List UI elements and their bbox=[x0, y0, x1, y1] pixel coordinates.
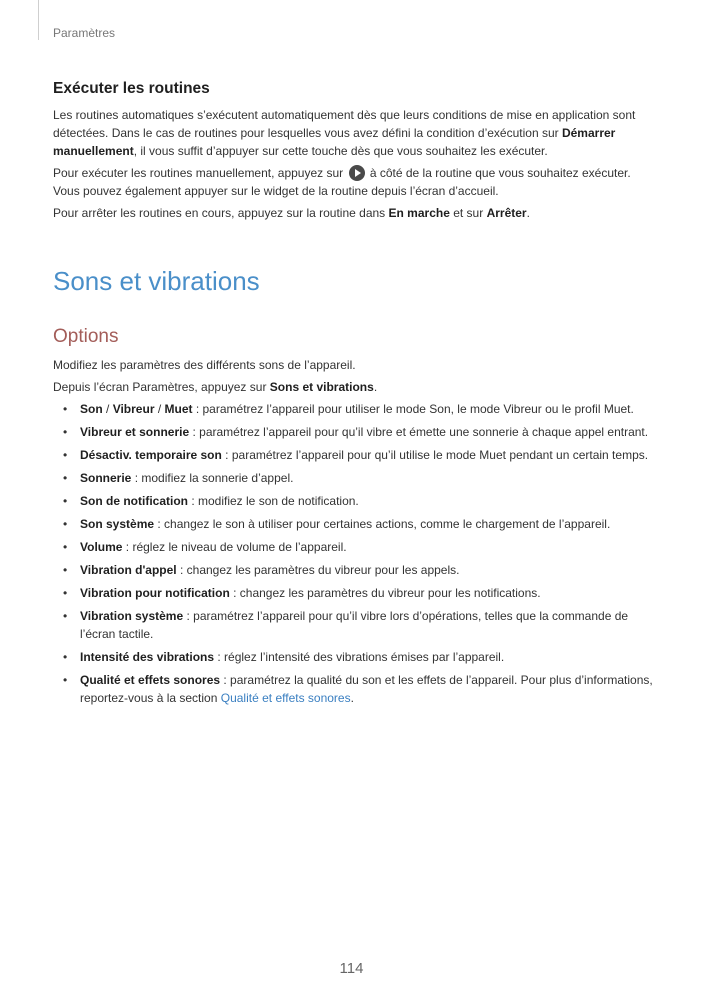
play-icon bbox=[349, 165, 365, 181]
option-term: Son de notification bbox=[80, 494, 188, 508]
options-path: Depuis l’écran Paramètres, appuyez sur Sons et vibrations. bbox=[53, 380, 378, 394]
routines-heading: Exécuter les routines bbox=[53, 80, 210, 97]
option-description: : réglez l’intensité des vibrations émises par l’appareil. bbox=[214, 650, 505, 664]
option-term: Vibreur bbox=[112, 402, 155, 416]
option-item bbox=[53, 538, 653, 556]
option-description: / bbox=[154, 402, 165, 416]
option-description: : changez le son à utiliser pour certaines actions, comme le chargement de l’appareil. bbox=[154, 517, 611, 531]
bold-term: En marche bbox=[388, 206, 450, 220]
option-term: Désactiv. temporaire son bbox=[80, 448, 222, 462]
option-description: . bbox=[350, 691, 354, 705]
option-description: : paramétrez l’appareil pour qu’il vibre lors d’opérations, telles que la commande de l’écran tactile. bbox=[80, 609, 629, 641]
option-description: : changez les paramètres du vibreur pour les appels. bbox=[176, 563, 460, 577]
option-term: Vibreur et sonnerie bbox=[80, 425, 190, 439]
option-item bbox=[53, 469, 653, 487]
option-term: Son système bbox=[80, 517, 155, 531]
option-item bbox=[53, 423, 653, 441]
option-description: : réglez le niveau de volume de l’appareil. bbox=[122, 540, 347, 554]
routines-paragraph-2: Pour exécuter les routines manuellement, appuyez sur à côté de la routine que vous souhaitez exécuter. Vous pouvez également appuyer sur le widget de la routine depuis l’écran d’accueil. bbox=[53, 166, 631, 198]
page-number: 114 bbox=[339, 960, 364, 977]
option-item bbox=[53, 648, 653, 666]
option-description: : paramétrez l’appareil pour qu’il vibre et émette une sonnerie à chaque appel entrant. bbox=[189, 425, 649, 439]
option-description: : paramétrez la qualité du son et les effets de l’appareil. Pour plus d’informations, reportez-vous à la section bbox=[80, 673, 653, 705]
option-term: Vibration pour notification bbox=[80, 586, 230, 600]
routines-paragraph-1: Les routines automatiques s’exécutent automatiquement dès que leurs conditions de mise en application sont détectées. Dans le cas de routines pour lesquelles vous avez défini la condition d’exécution sur Démarrer manuellement, il vous suffit d’appuyer sur cette touche dès que vous souhaitez les exécuter. bbox=[53, 108, 636, 158]
option-item bbox=[53, 671, 653, 707]
option-term: Sonnerie bbox=[80, 471, 132, 485]
option-description: / bbox=[102, 402, 113, 416]
option-item bbox=[53, 446, 653, 464]
option-term: Intensité des vibrations bbox=[80, 650, 215, 664]
option-item bbox=[53, 607, 653, 643]
header-divider bbox=[38, 0, 39, 40]
running-header: Paramètres bbox=[53, 26, 116, 40]
option-item bbox=[53, 561, 653, 579]
routines-paragraph-3: Pour arrêter les routines en cours, appuyez sur la routine dans En marche et sur Arrêter. bbox=[53, 206, 530, 220]
bold-term: Sons et vibrations bbox=[269, 380, 374, 394]
section-link[interactable]: Qualité et effets sonores bbox=[220, 691, 351, 705]
options-list bbox=[53, 400, 653, 707]
bold-term: Démarrer manuellement bbox=[53, 126, 616, 158]
option-description: : changez les paramètres du vibreur pour les notifications. bbox=[229, 586, 541, 600]
option-item bbox=[53, 584, 653, 602]
option-term: Vibration système bbox=[80, 609, 184, 623]
option-term: Volume bbox=[80, 540, 123, 554]
option-item bbox=[53, 492, 653, 510]
options-heading: Options bbox=[53, 326, 119, 347]
option-term: Vibration d'appel bbox=[80, 563, 177, 577]
option-term: Qualité et effets sonores bbox=[80, 673, 221, 687]
bold-term: Arrêter bbox=[486, 206, 527, 220]
option-description: : paramétrez l’appareil pour utiliser le mode Son, le mode Vibreur ou le profil Muet. bbox=[192, 402, 634, 416]
options-intro: Modifiez les paramètres des différents sons de l’appareil. bbox=[53, 358, 356, 372]
option-item bbox=[53, 400, 653, 418]
option-term: Muet bbox=[164, 402, 193, 416]
page-content bbox=[53, 80, 653, 712]
option-description: : modifiez le son de notification. bbox=[188, 494, 359, 508]
option-term: Son bbox=[80, 402, 103, 416]
option-description: : modifiez la sonnerie d’appel. bbox=[131, 471, 294, 485]
option-description: : paramétrez l’appareil pour qu’il utilise le mode Muet pendant un certain temps. bbox=[221, 448, 649, 462]
option-item bbox=[53, 515, 653, 533]
section-title: Sons et vibrations bbox=[53, 266, 260, 296]
